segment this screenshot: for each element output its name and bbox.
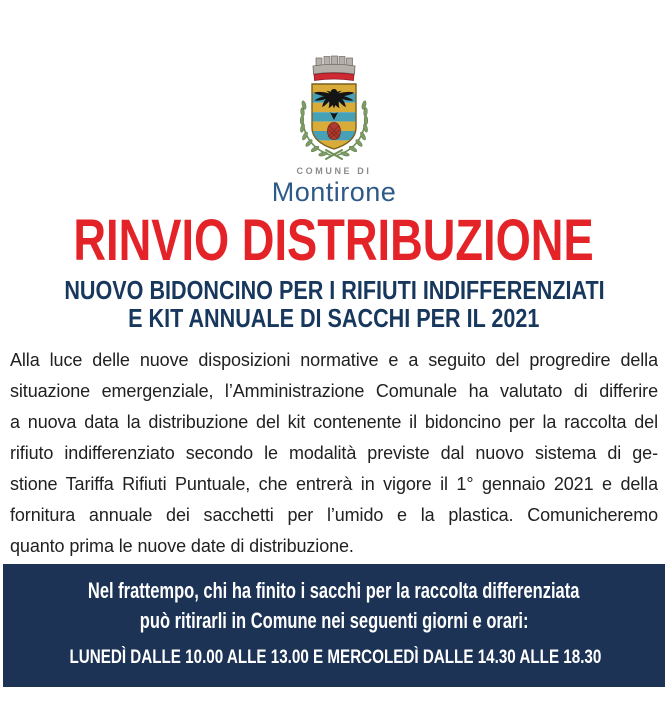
footer-schedule: LUNEDÌ DALLE 10.00 ALLE 13.00 E MERCOLEDÌ DALLE 14.30 ALLE 18.30 xyxy=(69,647,602,668)
commune-label: COMUNE DI xyxy=(296,166,372,176)
body-line: fornitura annuale dei sacchetti per l’umido e la plastica. Comunicheremo xyxy=(10,505,658,525)
subheading-line2: E KIT ANNUALE DI SACCHI PER IL 2021 xyxy=(128,303,540,333)
commune-name: Montirone xyxy=(271,177,397,207)
body-line: rifiuto indifferenziato secondo le modalità previste dal nuovo sistema di ge- xyxy=(10,443,658,463)
pinecone xyxy=(328,123,341,140)
headline-text: RINVIO DISTRIBUZIONE xyxy=(73,208,595,273)
body-line: stione Tariffa Rifiuti Puntuale, che entrerà in vigore il 1° gennaio 2021 e della xyxy=(10,474,658,494)
body-line: a nuova data la distribuzione del kit contenente il bidoncino per la raccolta del xyxy=(10,412,658,432)
crest-block xyxy=(0,54,668,208)
footer-line1: Nel frattempo, chi ha finito i sacchi per la raccolta differenziata xyxy=(88,578,580,603)
body-paragraph xyxy=(10,345,658,562)
body-line: quanto prima le nuove date di distribuzione. xyxy=(10,536,354,556)
mural-crown xyxy=(313,56,355,81)
footer-line2: può ritirarli in Comune nei seguenti giorni e orari: xyxy=(139,608,529,633)
montirone-coat-of-arms-icon xyxy=(278,54,390,162)
body-line: situazione emergenziale, l’Amministrazione Comunale ha valutato di differire xyxy=(10,381,658,401)
subheading-line1: NUOVO BIDONCINO PER I RIFIUTI INDIFFERENZIATI xyxy=(63,275,605,305)
subheading xyxy=(0,276,668,332)
footer-notice-box xyxy=(3,564,665,687)
body-line: Alla luce delle nuove disposizioni normative e a seguito del progredire della xyxy=(10,350,658,370)
headline xyxy=(0,208,668,273)
